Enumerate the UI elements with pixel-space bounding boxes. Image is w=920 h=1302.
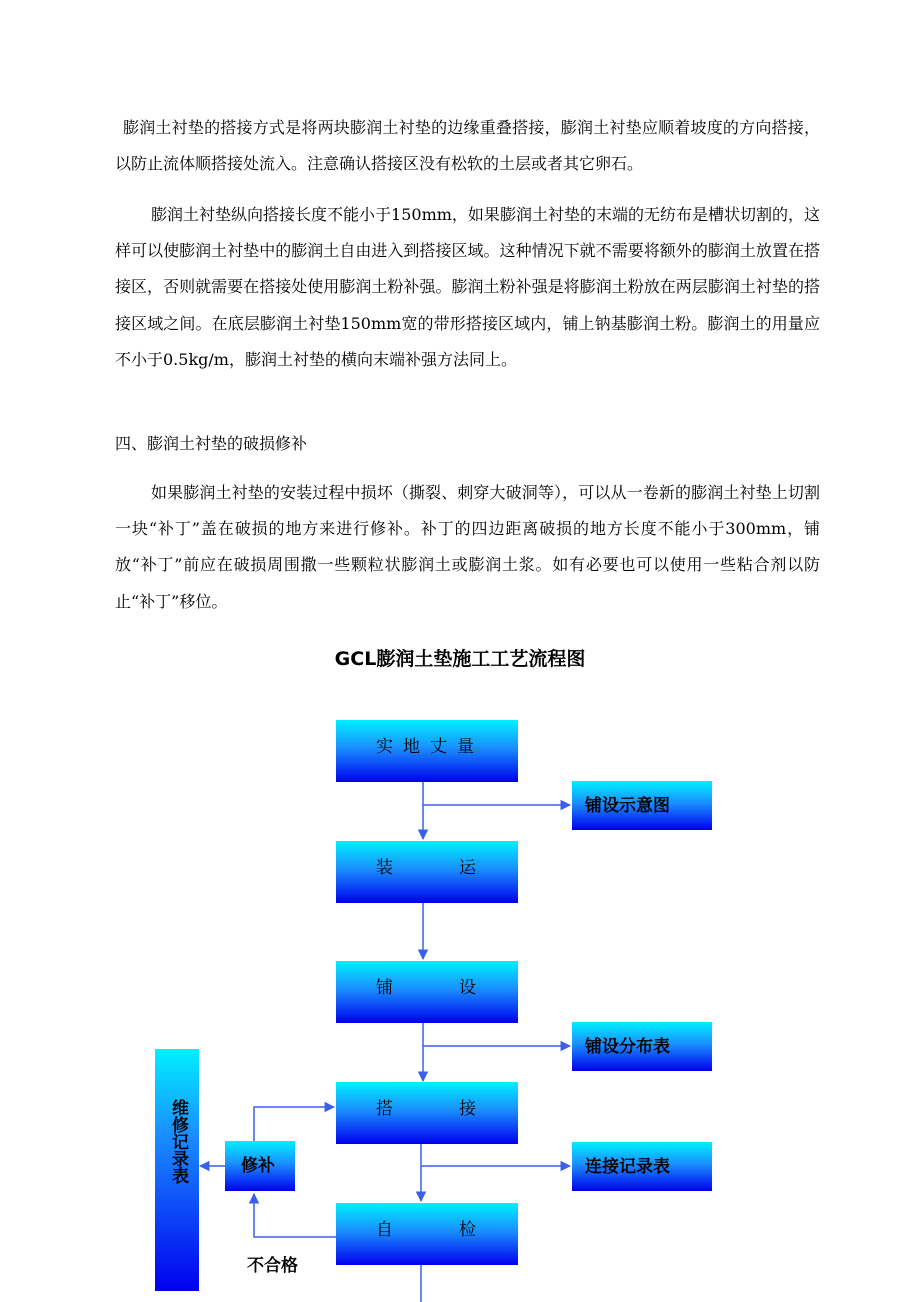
step-repair — [225, 1141, 295, 1191]
flowchart-title: GCL膨润土垫施工工艺流程图 — [334, 648, 586, 670]
doc-repair-record — [155, 1049, 199, 1291]
doc-layout-plan-label: 铺设示意图 — [585, 796, 670, 816]
fail-label: 不合格 — [247, 1256, 298, 1276]
paragraph-overlap-method: 膨润土衬垫的搭接方式是将两块膨润土衬垫的边缘重叠搭接，膨润土衬垫应顺着坡度的方向搭接，以防止流体顺搭接处流入。注意确认搭接区没有松软的土层或者其它卵石。 — [115, 118, 820, 174]
doc-layout-plan — [572, 781, 712, 830]
step-join — [336, 1082, 518, 1144]
step-lay — [336, 961, 518, 1023]
step-lay-label-b: 设 — [459, 978, 476, 998]
paragraph-repair-method: 如果膨润土衬垫的安装过程中损坏（撕裂、刺穿大破洞等），可以从一卷新的膨润土衬垫上切割一块“补丁”盖在破损的地方来进行修补。补丁的四边距离破损的地方长度不能小于300mm，铺放“补丁”前应在破损周围撒一些颗粒状膨润土或膨润土浆。如有必要也可以使用一些粘合剂以防止“补丁”移位。 — [115, 483, 820, 611]
step-transport-label-b: 运 — [459, 858, 476, 878]
step-join-label-a: 搭 — [376, 1099, 393, 1119]
arrow-repair-to-join — [254, 1107, 334, 1141]
step-repair-label: 修补 — [241, 1156, 275, 1176]
step-lay-label-a: 铺 — [376, 978, 393, 998]
step-transport — [336, 841, 518, 903]
step-check-label-a: 自 — [376, 1220, 393, 1240]
doc-layout-table-label: 铺设分布表 — [585, 1037, 670, 1057]
paragraph-overlap-length: 膨润土衬垫纵向搭接长度不能小于150mm，如果膨润土衬垫的末端的无纺布是槽状切割的，这样可以使膨润土衬垫中的膨润土自由进入到搭接区域。这种情况下就不需要将额外的膨润土放置在搭接区，否则就需要在搭接处使用膨润土粉补强。膨润土粉补强是将膨润土粉放在两层膨润土衬垫的搭接区域之间。在底层膨润土衬垫150mm宽的带形搭接区域内，铺上钠基膨润土粉。膨润土的用量应不小于0.5kg/m，膨润土衬垫的横向末端补强方法同上。 — [115, 205, 820, 369]
arrow-check-to-repair — [254, 1194, 336, 1237]
section-heading-repair: 四、膨润土衬垫的破损修补 — [115, 434, 308, 453]
doc-layout-table — [572, 1022, 712, 1071]
step-check-label-b: 检 — [459, 1220, 476, 1240]
doc-repair-record-label: 维修记录表 — [168, 1099, 188, 1184]
step-check — [336, 1203, 518, 1265]
step-survey-label: 实地丈量 — [376, 737, 484, 757]
doc-joint-record — [572, 1142, 712, 1191]
step-survey — [336, 720, 518, 782]
step-transport-label-a: 装 — [376, 858, 393, 878]
doc-joint-record-label: 连接记录表 — [585, 1157, 670, 1177]
step-join-label-b: 接 — [459, 1099, 476, 1119]
